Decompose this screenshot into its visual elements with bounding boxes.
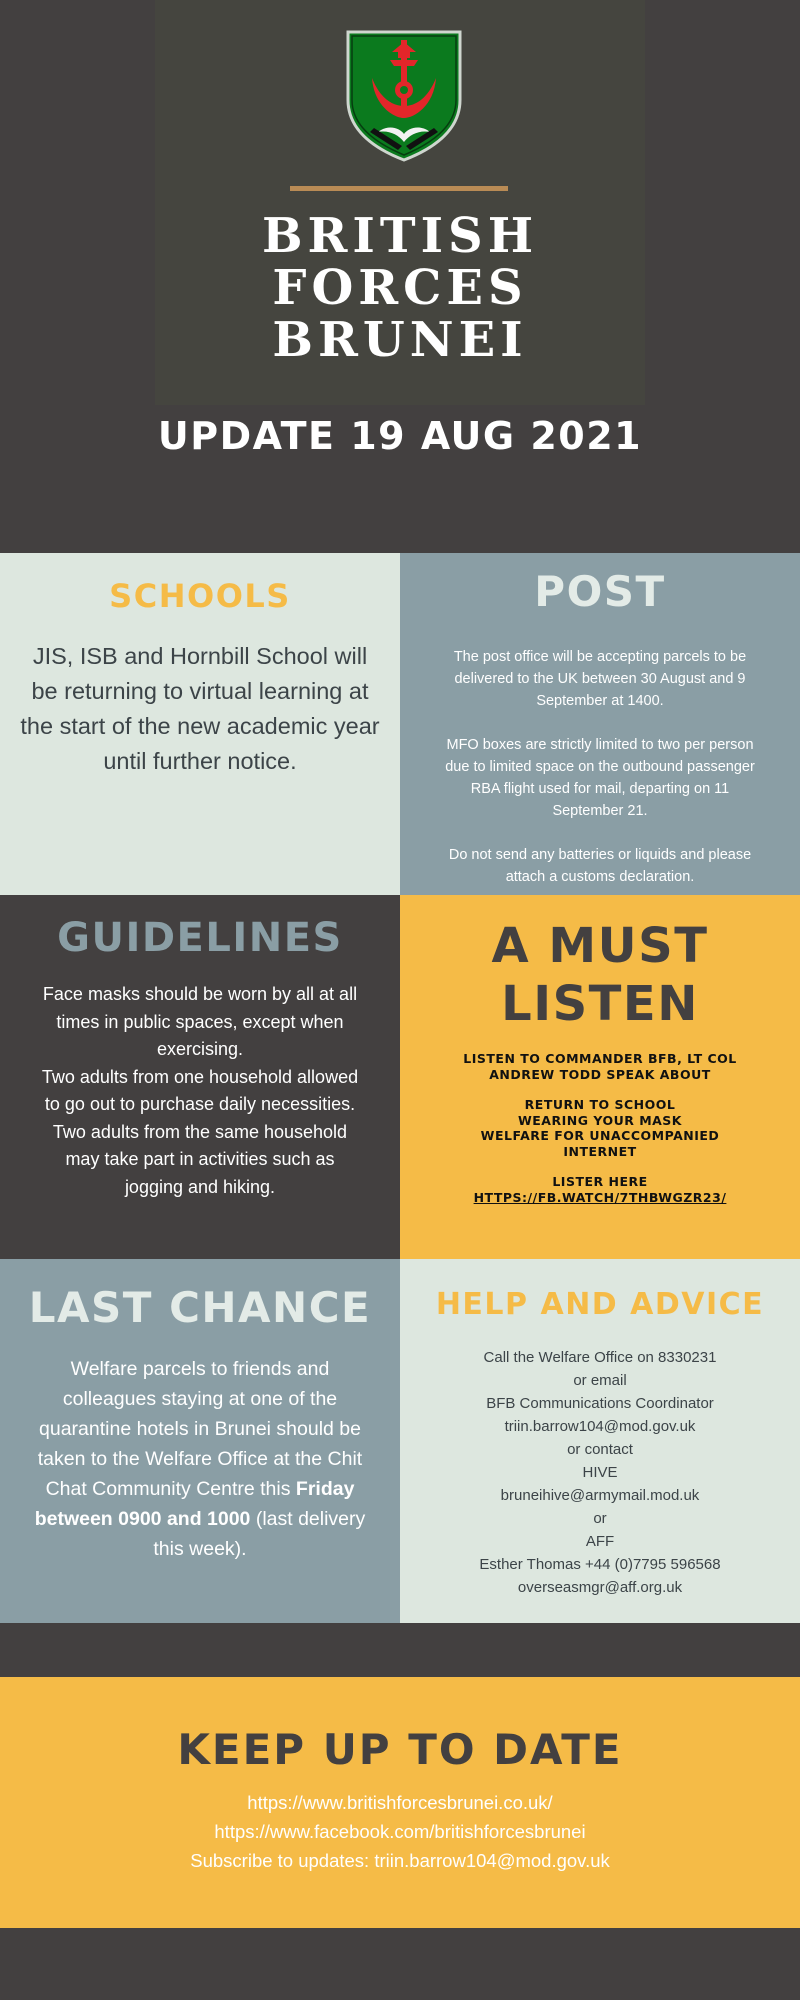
guideline-line: Two adults from the same household may take part in activities such as jogging and hiking. xyxy=(52,1121,348,1197)
listen-body xyxy=(430,1051,770,1205)
website-link[interactable]: https://www.britishforcesbrunei.co.uk/ xyxy=(247,1792,553,1813)
listen-topic: RETURN TO SCHOOL xyxy=(524,1097,676,1112)
keep-heading: KEEP UP TO DATE xyxy=(177,1725,623,1774)
listen-intro: LISTEN TO COMMANDER BFB, LT COL ANDREW TODD SPEAK ABOUT xyxy=(463,1051,737,1082)
listen-heading-line: A MUST xyxy=(491,918,709,974)
help-advice-section xyxy=(400,1259,800,1623)
guidelines-heading: GUIDELINES xyxy=(57,915,343,961)
help-line: Esther Thomas +44 (0)7795 596568 xyxy=(479,1556,721,1573)
listen-cta: LISTER HERE xyxy=(552,1174,648,1189)
must-listen-section xyxy=(400,895,800,1259)
listen-link[interactable]: HTTPS://FB.WATCH/7THBWGZR23/ xyxy=(473,1189,727,1205)
post-section xyxy=(400,553,800,895)
post-paragraph: MFO boxes are strictly limited to two per person due to limited space on the outbound passenger RBA flight used for mail, departing on 11 September 21. xyxy=(445,737,755,819)
guideline-line: Face masks should be worn by all at all times in public spaces, except when exercising. xyxy=(42,984,358,1059)
post-paragraph: The post office will be accepting parcels to be delivered to the UK between 30 August and 9 September at 1400. xyxy=(453,649,747,709)
subscribe-line[interactable]: Subscribe to updates: triin.barrow104@mod.gov.uk xyxy=(190,1850,610,1871)
guideline-line: Two adults from one household allowed to go out to purchase daily necessities. xyxy=(41,1066,359,1114)
facebook-link[interactable]: https://www.facebook.com/britishforcesbrunei xyxy=(214,1821,586,1842)
listen-heading xyxy=(400,917,800,1033)
page-title xyxy=(155,210,645,366)
help-email-link[interactable]: bruneihive@armymail.mod.uk xyxy=(500,1487,700,1504)
schools-body: JIS, ISB and Hornbill School will be returning to virtual learning at the start of the new academic year until further notice. xyxy=(20,643,380,774)
title-line: FORCES xyxy=(272,260,528,316)
listen-topic: WELFARE FOR UNACCOMPANIED xyxy=(480,1128,720,1143)
help-body xyxy=(400,1346,800,1599)
listen-topic: INTERNET xyxy=(563,1143,637,1159)
help-line: Call the Welfare Office on 8330231 xyxy=(483,1349,717,1366)
listen-topics xyxy=(430,1097,770,1159)
last-chance-text-end: (last delivery this week). xyxy=(153,1508,366,1560)
listen-topic: WEARING YOUR MASK xyxy=(517,1112,682,1128)
schools-heading: SCHOOLS xyxy=(109,577,291,615)
schools-section xyxy=(0,553,400,895)
last-chance-heading: LAST CHANCE xyxy=(28,1283,372,1332)
post-body xyxy=(436,646,764,888)
gold-divider xyxy=(290,186,508,191)
post-paragraph: Do not send any batteries or liquids and please attach a customs declaration. xyxy=(448,847,752,885)
listen-heading-line: LISTEN xyxy=(501,976,699,1032)
last-chance-text: Welfare parcels to friends and colleagues staying at one of the quarantine hotels in Brunei should be taken to the Welfare Office at the Chit Chat Community Centre this xyxy=(37,1358,363,1500)
help-heading: HELP AND ADVICE xyxy=(435,1287,765,1322)
keep-body xyxy=(0,1788,800,1875)
header xyxy=(0,0,800,553)
help-line: or contact xyxy=(567,1441,633,1458)
help-line: or xyxy=(593,1510,607,1527)
last-chance-bold-text: Friday between 0900 and 1000 xyxy=(34,1478,355,1530)
title-line: BRUNEI xyxy=(272,312,528,368)
brunei-crest-icon xyxy=(344,28,464,163)
guidelines-section xyxy=(0,895,400,1259)
keep-up-to-date-section xyxy=(0,1677,800,1928)
help-line: or email xyxy=(573,1372,627,1389)
help-line: HIVE xyxy=(582,1464,618,1481)
post-heading: POST xyxy=(534,567,666,616)
help-email-link[interactable]: overseasmgr@aff.org.uk xyxy=(517,1579,683,1596)
title-line: BRITISH xyxy=(261,208,539,264)
listen-cta-block xyxy=(430,1174,770,1205)
guidelines-body xyxy=(40,981,360,1201)
last-chance-body xyxy=(26,1354,374,1564)
help-line: AFF xyxy=(585,1533,615,1550)
help-line: BFB Communications Coordinator xyxy=(486,1395,714,1412)
help-email-link[interactable]: triin.barrow104@mod.gov.uk xyxy=(504,1418,696,1435)
update-date: UPDATE 19 AUG 2021 xyxy=(157,414,643,458)
last-chance-section xyxy=(0,1259,400,1623)
